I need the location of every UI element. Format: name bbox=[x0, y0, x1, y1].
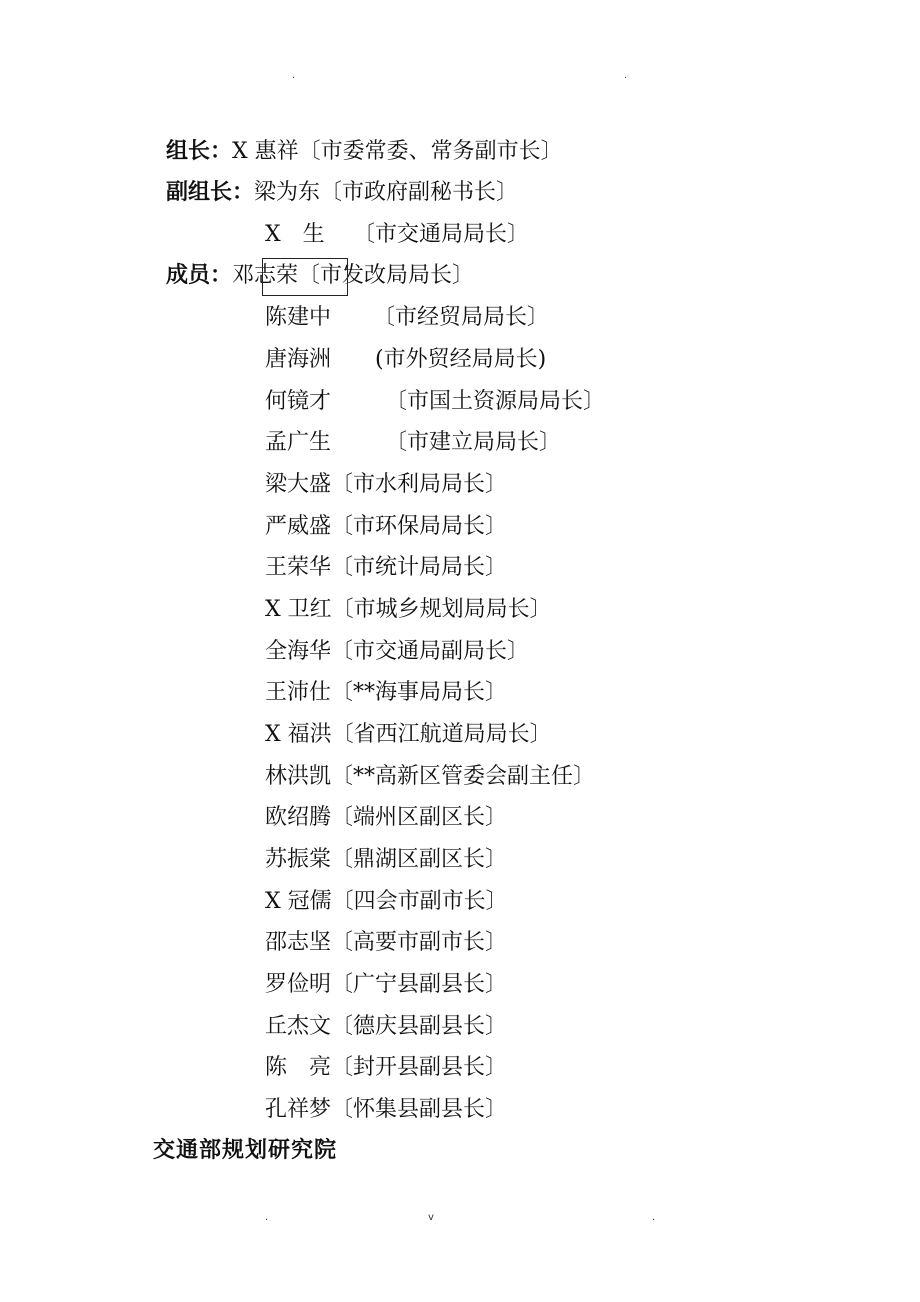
deputy-line bbox=[265, 221, 529, 249]
deputy-role-label: 副组长： bbox=[166, 180, 255, 205]
member-title: 〔**高新区管委会副主任〕 bbox=[331, 764, 596, 789]
member-line bbox=[265, 596, 552, 624]
member-line bbox=[265, 763, 595, 791]
member-title: 〔市建立局局长〕 bbox=[385, 430, 562, 455]
member-title: 〔市发改局局长〕 bbox=[298, 263, 475, 288]
member-name: 陈建中 bbox=[265, 305, 332, 330]
member-title: 〔市交通局副局长〕 bbox=[331, 639, 530, 664]
member-title: 〔怀集县副县长〕 bbox=[331, 1097, 508, 1122]
deputy-title: 〔市政府副秘书长〕 bbox=[320, 180, 519, 205]
member-name: 陈 亮 bbox=[265, 1055, 332, 1080]
member-title: 〔市经贸局局长〕 bbox=[373, 305, 550, 330]
member-line bbox=[265, 513, 507, 541]
deputy-name: X 生 bbox=[265, 222, 325, 247]
member-name: 全海华 bbox=[265, 639, 332, 664]
member-title: 〔市城乡规划局局长〕 bbox=[331, 597, 552, 622]
member-name: X 福洪 bbox=[265, 722, 332, 747]
footer-mark-right: . bbox=[652, 1212, 656, 1223]
member-line bbox=[265, 346, 546, 374]
member-line bbox=[265, 1096, 507, 1124]
member-line bbox=[265, 429, 561, 457]
member-title: 〔鼎湖区副区长〕 bbox=[331, 847, 508, 872]
member-line bbox=[265, 1054, 507, 1082]
member-name: 邵志坚 bbox=[265, 930, 332, 955]
header-mark-right: . bbox=[624, 70, 628, 81]
member-title: 〔市水利局局长〕 bbox=[331, 472, 508, 497]
member-line bbox=[265, 638, 529, 666]
member-name: 孟广生 bbox=[265, 430, 332, 455]
footer-mark-left: . bbox=[265, 1212, 269, 1223]
member-title: 〔广宁县副县长〕 bbox=[331, 972, 508, 997]
member-name: 梁大盛 bbox=[265, 472, 332, 497]
leader-line bbox=[166, 138, 563, 166]
leader-role-label: 组长： bbox=[166, 139, 233, 164]
member-name: 林洪凯 bbox=[265, 764, 332, 789]
member-name: 欧绍腾 bbox=[265, 805, 332, 830]
member-name: 罗俭明 bbox=[265, 972, 332, 997]
member-role-label: 成员： bbox=[166, 263, 233, 288]
member-title: 〔德庆县副县长〕 bbox=[331, 1014, 508, 1039]
deputy-line bbox=[166, 179, 518, 207]
member-name: 苏振棠 bbox=[265, 847, 332, 872]
member-name: 丘杰文 bbox=[265, 1014, 332, 1039]
member-name: 王沛仕 bbox=[265, 680, 332, 705]
member-name: 何镜才 bbox=[265, 389, 332, 414]
member-line bbox=[265, 888, 508, 916]
member-name: 邓志荣 bbox=[232, 263, 299, 288]
member-name: X 卫红 bbox=[265, 597, 332, 622]
footer-mark-center: v bbox=[428, 1212, 434, 1223]
member-line bbox=[265, 679, 507, 707]
member-line bbox=[265, 388, 605, 416]
member-name: 王荣华 bbox=[265, 555, 332, 580]
member-line bbox=[265, 554, 507, 582]
leader-entry: X 惠祥〔市委常委、常务副市长〕 bbox=[232, 139, 563, 164]
member-line bbox=[265, 721, 552, 749]
member-title: 〔高要市副市长〕 bbox=[331, 930, 508, 955]
member-line bbox=[265, 929, 507, 957]
member-line bbox=[265, 846, 507, 874]
organization-title: 交通部规划研究院 bbox=[153, 1138, 338, 1163]
member-name: 严威盛 bbox=[265, 514, 332, 539]
member-line bbox=[265, 304, 549, 332]
member-title: 〔端州区副区长〕 bbox=[331, 805, 508, 830]
member-title: 〔封开县副县长〕 bbox=[331, 1055, 508, 1080]
member-line bbox=[265, 804, 507, 832]
deputy-name: 梁为东 bbox=[254, 180, 321, 205]
member-name: 唐海洲 bbox=[265, 347, 332, 372]
header-mark-left: . bbox=[292, 70, 296, 81]
member-title: (市外贸经局局长) bbox=[375, 347, 547, 372]
deputy-title: 〔市交通局局长〕 bbox=[353, 222, 530, 247]
member-name: 孔祥梦 bbox=[265, 1097, 332, 1122]
member-line bbox=[265, 971, 507, 999]
member-name: X 冠儒 bbox=[265, 889, 332, 914]
member-title: 〔市环保局局长〕 bbox=[331, 514, 508, 539]
member-line bbox=[265, 471, 507, 499]
selection-box bbox=[262, 258, 348, 296]
member-title: 〔市统计局局长〕 bbox=[331, 555, 508, 580]
member-title: 〔省西江航道局局长〕 bbox=[331, 722, 552, 747]
member-line bbox=[265, 1013, 507, 1041]
member-title: 〔市国土资源局局长〕 bbox=[385, 389, 606, 414]
member-title: 〔四会市副市长〕 bbox=[331, 889, 508, 914]
member-title: 〔**海事局局长〕 bbox=[331, 680, 508, 705]
